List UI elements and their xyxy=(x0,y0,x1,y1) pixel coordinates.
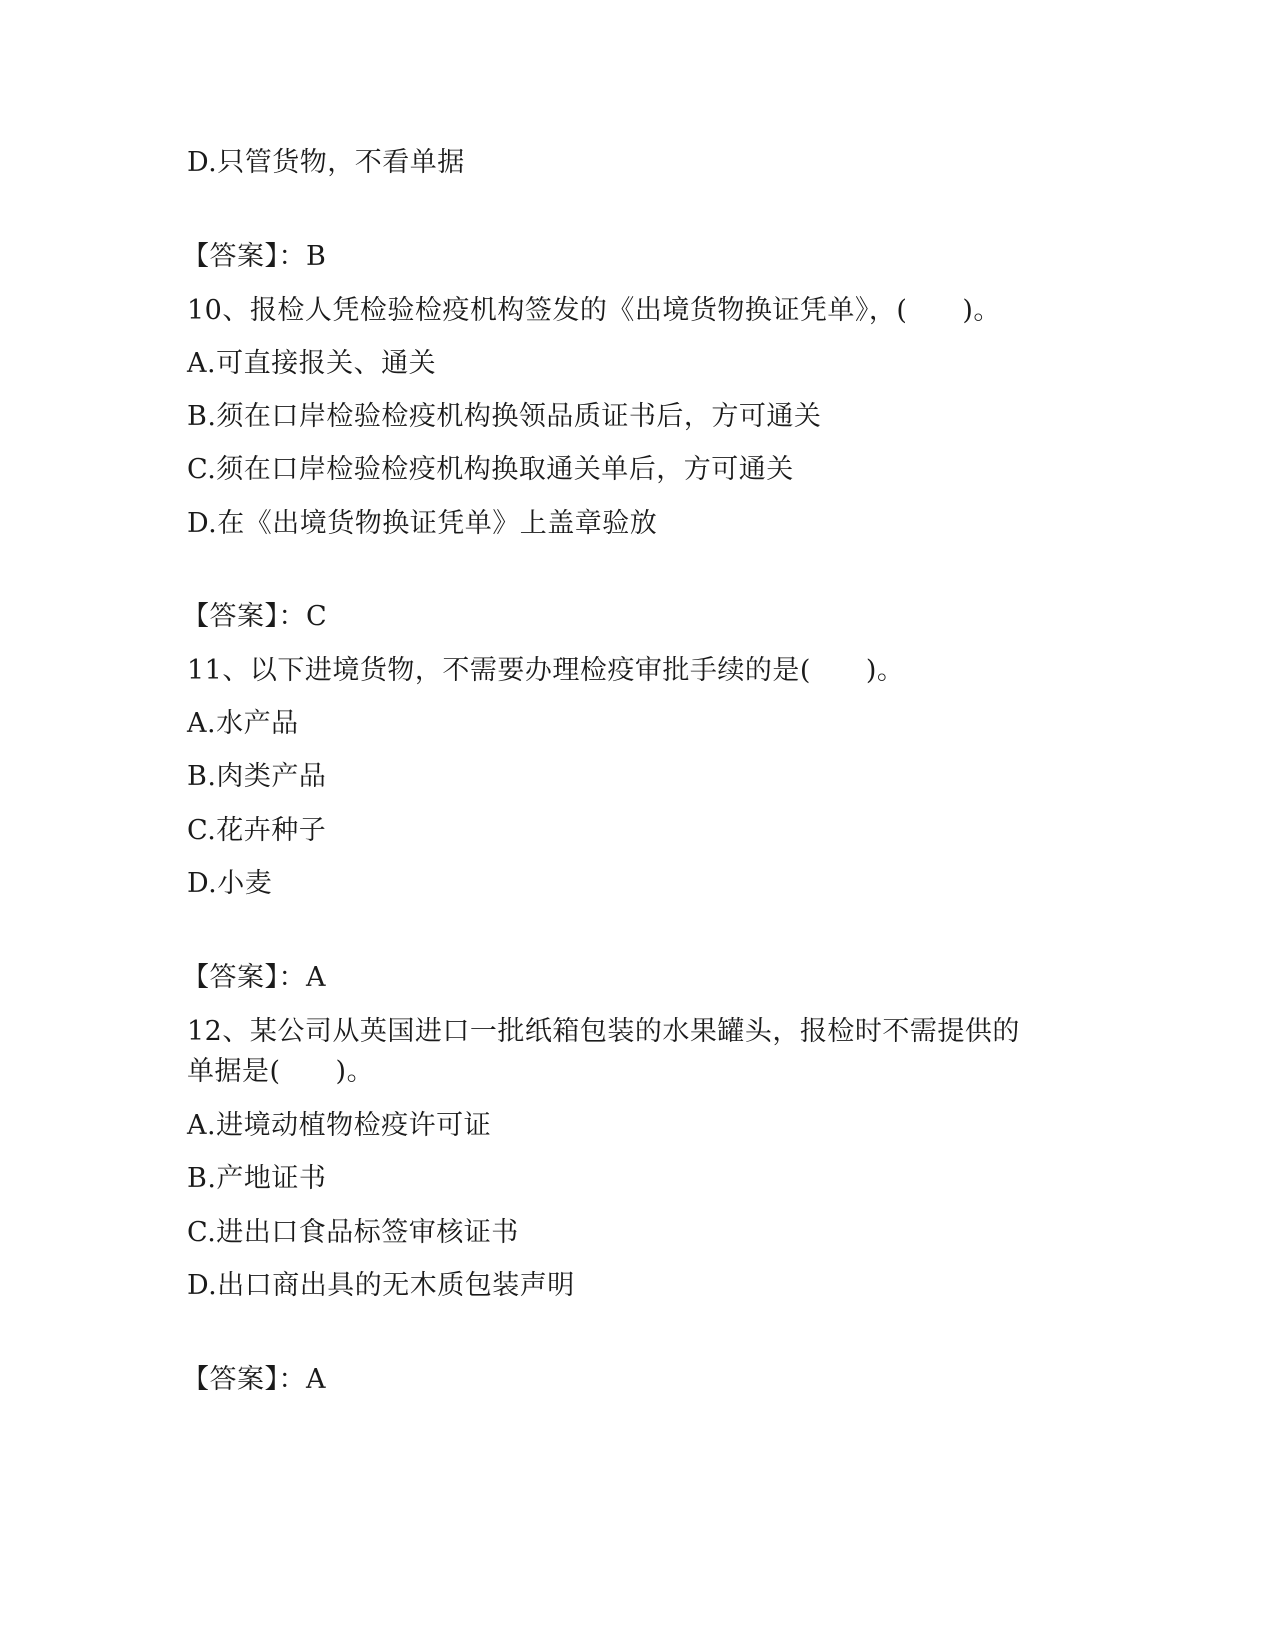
question-10-option-c: C.须在口岸检验检疫机构换取通关单后，方可通关 xyxy=(187,454,794,485)
prev-option-d: D.只管货物，不看单据 xyxy=(187,147,465,178)
prev-answer: 【答案】：B xyxy=(182,241,327,272)
question-10-option-d: D.在《出境货物换证凭单》上盖章验放 xyxy=(187,508,658,539)
question-10-option-b: B.须在口岸检验检疫机构换领品质证书后，方可通关 xyxy=(187,401,822,432)
question-12-option-a: A.进境动植物检疫许可证 xyxy=(187,1110,492,1141)
question-12-stem-line2: 单据是( )。 xyxy=(187,1056,375,1087)
question-10-option-a: A.可直接报关、通关 xyxy=(187,348,437,379)
question-12-option-b: B.产地证书 xyxy=(187,1163,327,1194)
question-10-answer: 【答案】：C xyxy=(182,601,328,632)
question-11-option-a: A.水产品 xyxy=(187,708,299,739)
question-11-option-c: C.花卉种子 xyxy=(187,815,327,846)
question-11-stem: 11、以下进境货物，不需要办理检疫审批手续的是( )。 xyxy=(187,655,905,686)
question-11-option-b: B.肉类产品 xyxy=(187,761,327,792)
question-10-stem: 10、报检人凭检验检疫机构签发的《出境货物换证凭单》，( )。 xyxy=(187,295,1001,326)
question-12-option-d: D.出口商出具的无木质包装声明 xyxy=(187,1270,575,1301)
question-11-option-d: D.小麦 xyxy=(187,868,273,899)
question-12-answer: 【答案】：A xyxy=(182,1364,326,1395)
question-12-option-c: C.进出口食品标签审核证书 xyxy=(187,1217,519,1248)
question-11-answer: 【答案】：A xyxy=(182,962,326,993)
question-12-stem-line1: 12、某公司从英国进口一批纸箱包装的水果罐头，报检时不需提供的 xyxy=(187,1016,1020,1047)
